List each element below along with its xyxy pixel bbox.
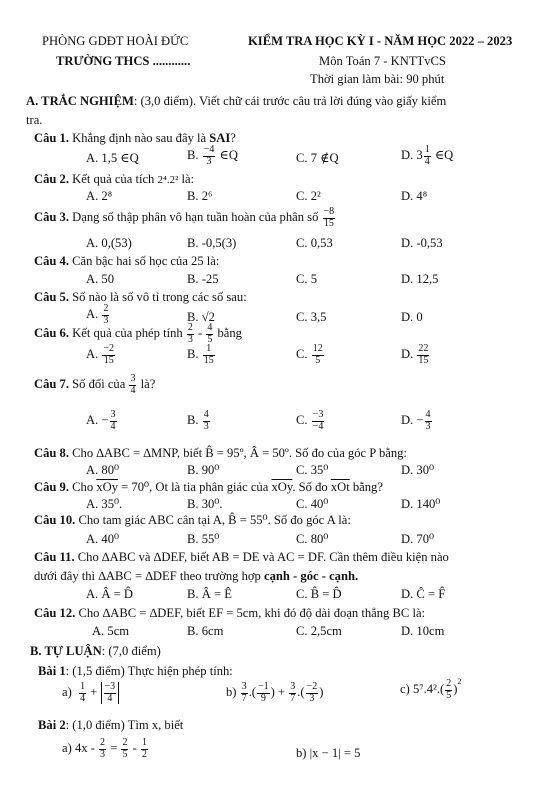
question-12: Câu 12. Cho ∆ABC = ∆DEF, biết EF = 5cm, khi đó độ dài đoạn thẳng BC là: bbox=[34, 606, 426, 620]
q12-option-a: A. 5cm bbox=[92, 624, 130, 638]
question-8: Câu 8. Cho ∆ABC = ∆MNP, biết B̂ = 95º, Â = 50º. Số đo của góc P bằng: bbox=[34, 446, 407, 460]
question-5: Câu 5. Số nào là số vô tỉ trong các số sau: bbox=[34, 290, 247, 304]
exercise-1: Bài 1: (1,5 điểm) Thực hiện phép tính: bbox=[38, 664, 233, 678]
q6-option-a: A. $\frac{-2}{15}$ bbox=[86, 343, 115, 366]
q9-option-a: A. 35⁰. bbox=[86, 497, 123, 511]
q11-option-a: A. Â = D̂ bbox=[86, 587, 133, 601]
q1-option-d: D. 3 $\frac{1}{4}$ ∈Q bbox=[401, 144, 454, 167]
school-name: TRƯỜNG THCS ............ bbox=[56, 54, 191, 68]
q4-option-d: D. 12,5 bbox=[401, 272, 439, 286]
exam-subject: Môn Toán 7 - KNTTvCS bbox=[319, 54, 446, 68]
q5-option-c: C. 3,5 bbox=[296, 310, 327, 324]
q10-option-a: A. 40⁰ bbox=[86, 532, 120, 546]
question-2: Câu 2. Kết quả của tích 2⁴.2² là: bbox=[34, 172, 195, 186]
q5-option-b: B. √2 bbox=[187, 310, 215, 324]
q7-option-b: B. $\frac{4}{3}$ bbox=[187, 409, 209, 432]
q6-option-c: C. $\frac{12}{5}$ bbox=[296, 343, 323, 366]
q10-option-b: B. 55⁰ bbox=[187, 532, 220, 546]
q8-option-d: D. 30⁰ bbox=[401, 463, 435, 477]
q7-option-a: A. − $\frac{3}{4}$ bbox=[86, 409, 116, 432]
part-a-heading-cont: tra. bbox=[26, 113, 43, 127]
q1-option-b: B. $\frac{-4}{3}$ ∈Q bbox=[187, 144, 238, 167]
q9-option-c: C. 40⁰ bbox=[296, 497, 329, 511]
q3-option-d: D. -0,53 bbox=[401, 236, 443, 250]
q5-option-a: A. $\frac{2}{3}$ bbox=[86, 303, 109, 326]
question-1: Câu 1. Khẳng định nào sau đây là SAI? bbox=[34, 131, 236, 145]
q4-option-c: C. 5 bbox=[296, 272, 317, 286]
question-9: Câu 9. Cho $\overline{xOy} = 70^0$, Ot là tia phân giác của $\overline{xOy}$. Số đo $\overline{xOt}$ bằng? bbox=[34, 480, 383, 494]
q11-option-d: D. Ĉ = F̂ bbox=[401, 587, 446, 601]
q1-option-c: C. 7 ∉Q bbox=[296, 151, 339, 165]
q10-option-d: D. 70⁰ bbox=[401, 532, 435, 546]
q3-option-c: C. 0,53 bbox=[296, 236, 333, 250]
q2-option-c: C. 2² bbox=[296, 189, 321, 203]
exam-time: Thời gian làm bài: 90 phút bbox=[310, 72, 445, 86]
exam-title: KIỂM TRA HỌC KỲ I - NĂM HỌC 2022 – 2023 bbox=[248, 34, 513, 48]
q8-option-c: C. 35⁰ bbox=[296, 463, 329, 477]
exercise-1-c: c) 5⁷.4².( $\frac{2}{5}$ )$^2$ bbox=[400, 677, 462, 701]
q6-option-b: B. $\frac{1}{15}$ bbox=[187, 343, 214, 366]
question-7: Câu 7. Số đối của $\frac{3}{4}$ là? bbox=[34, 373, 156, 396]
part-b-heading: B. TỰ LUẬN: (7,0 điểm) bbox=[30, 644, 161, 658]
exercise-2: Bài 2: (1,0 điểm) Tìm x, biết bbox=[38, 718, 184, 732]
question-3: Câu 3. Dạng số thập phân vô hạn tuần hoàn của phân số $\frac{-8}{15}$ bbox=[34, 206, 335, 229]
department-name: PHÒNG GDĐT HOÀI ĐỨC bbox=[42, 34, 189, 48]
exercise-1-b: b) $\frac{3}{7}$ .( $\frac{-1}{9}$ ) + $\frac{3}{7}$ .( $\frac{-2}{3}$ ) bbox=[226, 681, 324, 704]
part-a-heading: A. TRẮC NGHIỆM: (3,0 điểm). Viết chữ cái trước câu trả lời đúng vào giấy kiểm bbox=[26, 94, 447, 108]
q10-option-c: C. 80⁰ bbox=[296, 532, 329, 546]
exercise-2-a: a) 4x - $\frac{2}{3}$ = $\frac{2}{5}$ - $\frac{1}{2}$ bbox=[62, 737, 147, 760]
question-4: Câu 4. Căn bậc hai số học của 25 là: bbox=[34, 254, 220, 268]
question-11-cont: dưới đây thì ∆ABC = ∆DEF theo trường hợp cạnh - góc - cạnh. bbox=[34, 569, 359, 583]
q7-option-c: C. $\frac{-3}{-4}$ bbox=[296, 409, 324, 432]
q3-option-b: B. -0,5(3) bbox=[187, 236, 237, 250]
q6-option-d: D. $\frac{22}{15}$ bbox=[401, 343, 429, 366]
q2-option-b: B. 2⁶ bbox=[187, 189, 213, 203]
q9-option-b: B. 30⁰. bbox=[187, 497, 223, 511]
q2-option-a: A. 2⁸ bbox=[86, 189, 113, 203]
q9-option-d: D. 140⁰ bbox=[401, 497, 441, 511]
q11-option-c: C. B̂ = D̂ bbox=[296, 587, 342, 601]
q11-option-b: B. Â = Ê bbox=[187, 587, 232, 601]
q12-option-b: B. 6cm bbox=[187, 624, 224, 638]
q4-option-a: A. 50 bbox=[86, 272, 114, 286]
question-10: Câu 10. Cho tam giác ABC cân tại A, B̂ = 55⁰. Số đo góc A là: bbox=[34, 513, 351, 527]
q2-option-d: D. 4⁸ bbox=[401, 189, 428, 203]
q7-option-d: D. − $\frac{4}{3}$ bbox=[401, 409, 431, 432]
question-11: Câu 11. Cho ∆ABC và ∆DEF, biết AB = DE và AC = DF. Cần thêm điều kiện nào bbox=[34, 550, 449, 564]
q3-option-a: A. 0,(53) bbox=[86, 236, 132, 250]
q12-option-d: D. 10cm bbox=[401, 624, 445, 638]
exercise-1-a: a) $\frac{1}{4}$ + $\frac{-3}{4}$ bbox=[62, 682, 119, 704]
q8-option-a: A. 80⁰ bbox=[86, 463, 120, 477]
q4-option-b: B. -25 bbox=[187, 272, 219, 286]
exercise-2-b: b) |x − 1| = 5 bbox=[296, 746, 361, 760]
q5-option-d: D. 0 bbox=[401, 310, 423, 324]
question-6: Câu 6. Kết quả của phép tính $\frac{2}{3}$ - $\frac{4}{5}$ bằng bbox=[34, 322, 242, 345]
q12-option-c: C. 2,5cm bbox=[296, 624, 342, 638]
q1-option-a: A. 1,5 ∈Q bbox=[86, 151, 139, 165]
q8-option-b: B. 90⁰ bbox=[187, 463, 220, 477]
